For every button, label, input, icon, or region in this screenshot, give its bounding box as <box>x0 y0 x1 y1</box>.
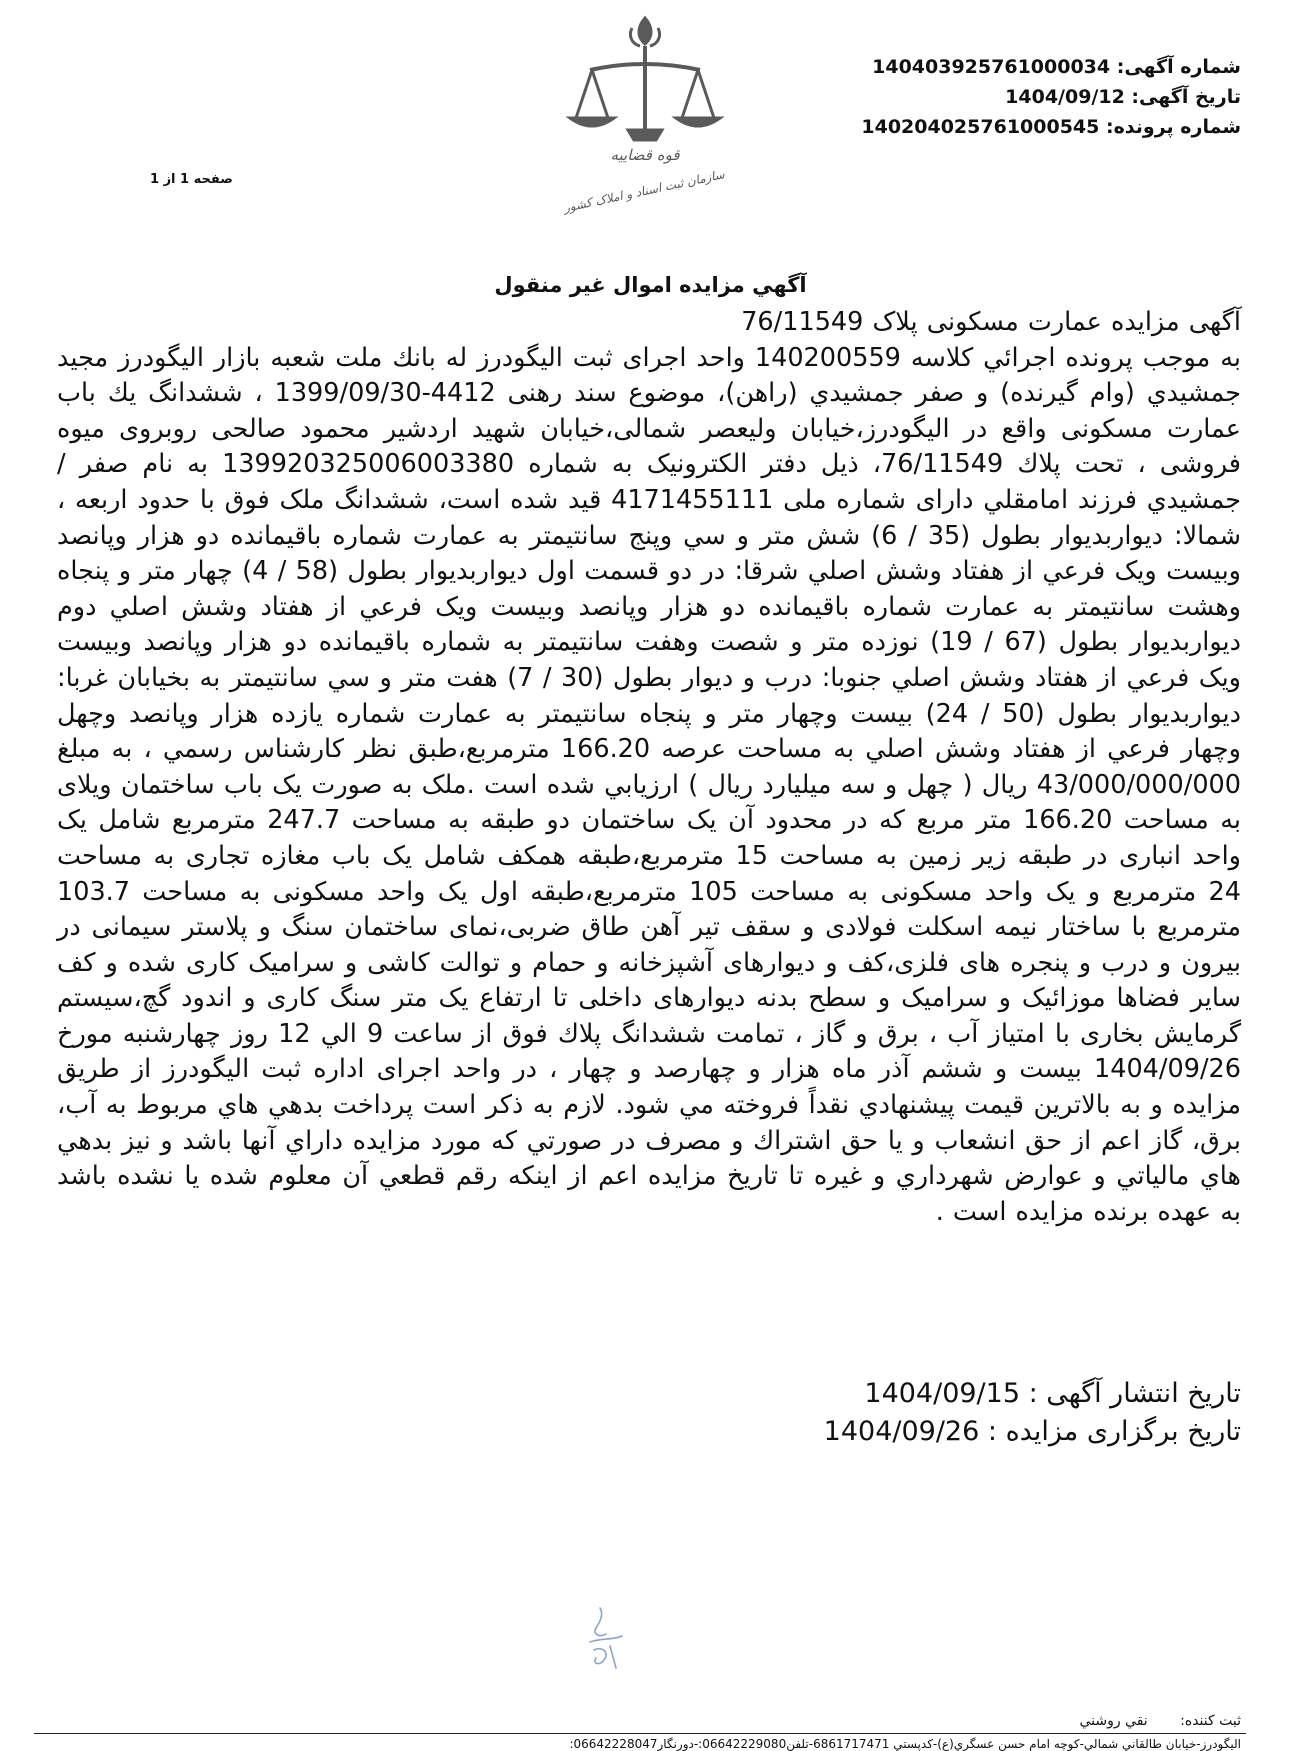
registrar-label: ثبت کننده: <box>1180 1713 1241 1729</box>
notice-date: 1404/09/12 <box>1005 86 1125 108</box>
notice-dates <box>441 1375 1241 1451</box>
case-number-row <box>811 112 1241 142</box>
auction-date-row <box>441 1413 1241 1451</box>
case-number-label: شماره پرونده: <box>1105 116 1241 138</box>
auction-date-label: تاریخ برگزاری مزایده : <box>987 1416 1241 1447</box>
body-paragraph: به موجب پرونده اجرائي كلاسه 140200559 واحد اجرای ثبت اليگودرز له بانك ملت شعبه بازار اليگودرز مجيد جمشيدي (وام گيرنده) و صفر جمشيدي (راهن)، موضوع سند رهنی 4412-1399/09/30 ، ششدانگ يك باب عمارت مسکونی واقع در اليگودرز،خيابان وليعصر شمالی،خيابان شهيد اردشير محمود صالحی روبروی ميوه فروشی ، تحت پلاك 76/11549، ذيل دفتر الکترونيک به شماره 139920325006003380 به نام صفر / جمشيدي فرزند امامقلي دارای شماره ملی 4171455111 قيد شده است، ششدانگ ملک فوق با حدود اربعه ، شمالا: ديواربديوار بطول (35 / 6) شش متر و سي وپنج سانتيمتر به عمارت شماره باقيمانده دو هزار وپانصد وبيست ويک فرعي از هفتاد وشش اصلي شرقا: در دو قسمت اول ديواربديوار بطول (58 / 4) چهار متر و پنجاه وهشت سانتيمتر به عمارت شماره باقيمانده دو هزار وپانصد وبيست ويک فرعي از هفتاد وشش اصلي دوم ديواربديوار بطول (67 / 19) نوزده متر و شصت وهفت سانتيمتر به شماره باقيمانده دو هزار وپانصد وبيست ويک فرعي از هفتاد وشش اصلي جنوبا: درب و ديوار بطول (30 / 7) هفت متر و سي سانتيمتر به بخيابان غربا: ديواربديوار بطول (50 / 24) بيست وچهار متر و پنجاه سانتيمتر به عمارت شماره يازده هزار وپانصد وچهل وچهار فرعي از هفتاد وشش اصلي به مساحت عرصه 166.20 مترمربع،طبق نظر كارشناس رسمي ، به مبلغ 43/000/000/000 ريال ( چهل و سه ميليارد ريال ) ارزيابي شده است .ملک به صورت يک باب ساختمان ويلای به مساحت 166.20 متر مربع كه در محدود آن يک ساختمان دو طبقه به مساحت 247.7 مترمربع شامل يک واحد انباری در طبقه زير زمين به مساحت 15 مترمربع،طبقه همکف شامل يک باب مغازه تجاری به مساحت 24 مترمربع و يک واحد مسکونی به مساحت 105 مترمربع،طبقه اول يک واحد مسکونی به مساحت 103.7 مترمربع با ساختار نيمه اسکلت فولادی و سقف تير آهن طاق ضربی،نمای ساختمان سنگ و پلاستر سيمانی در بيرون و درب و پنجره های فلزی،کف و ديوارهای آشپزخانه و حمام و توالت کاشی و سراميک کاری شده و کف ساير فضاها موزائيک و سراميک و سطح بدنه ديوارهای داخلی تا ارتفاع يک متر سنگ کاری و اندود گچ،سيستم گرمايش بخاری با امتياز آب ، برق و گاز ، تمامت ششدانگ پلاك فوق از ساعت 9 الي 12 روز چهارشنبه مورخ 1404/09/26 بيست و ششم آذر ماه هزار و چهارصد و چهار ، در واحد اجرای اداره ثبت اليگودرز از طريق مزايده و به بالاترين قيمت پيشنهادي نقداً فروخته مي شود. لازم به ذكر است پرداخت بدهي هاي مربوط به آب، برق، گاز اعم از حق انشعاب و يا حق اشتراك و مصرف در صورتي كه مورد مزايده داراي آنها باشد و نيز بدهي هاي مالياتي و عوارض شهرداري و غيره تا تاريخ مزايده اعم از اينكه رقم قطعي آن معلوم شده يا نشده باشد به عهده برنده مزايده است . <box>57 342 1241 1227</box>
emblem-line-1: قوه قضاییه <box>610 146 680 164</box>
publish-date-row <box>441 1375 1241 1413</box>
footer-divider <box>34 1733 1246 1734</box>
publish-date-label: تاریخ انتشار آگهی : <box>1028 1378 1241 1409</box>
case-number: 140204025761000545 <box>861 116 1100 138</box>
footer-address: اليگودرز-خيابان طالقاني شمالي-کوچه امام حسن عسگري(ع)-کدپستي 6861717471-تلفن06642229080:-دورنگار06642228047: <box>569 1737 1241 1751</box>
notice-meta <box>811 52 1241 142</box>
notice-number-row <box>811 52 1241 82</box>
notice-date-row <box>811 82 1241 112</box>
judiciary-emblem-icon <box>540 10 750 230</box>
notice-number-label: شماره آگهی: <box>1116 56 1241 78</box>
registrar-name: نقي روشني <box>1079 1713 1148 1729</box>
document-title: آگهي مزايده اموال غير منقول <box>494 273 807 297</box>
body-heading: آگهی مزايده عمارت مسکونی پلاک 76/11549 <box>741 307 1241 337</box>
notice-date-label: تاریخ آگهی: <box>1131 86 1241 108</box>
page-number: صفحه 1 از 1 <box>150 172 233 187</box>
notice-body <box>57 305 1241 1230</box>
signature-icon <box>570 1600 650 1675</box>
notice-number: 14040392576100003​4 <box>872 56 1111 78</box>
auction-date: 1404/09/26 <box>823 1416 980 1447</box>
registrar <box>541 1713 1241 1729</box>
emblem-line-2: سازمان ثبت اسناد و املاک کشور <box>562 167 726 215</box>
publish-date: 1404/09/15 <box>864 1378 1021 1409</box>
